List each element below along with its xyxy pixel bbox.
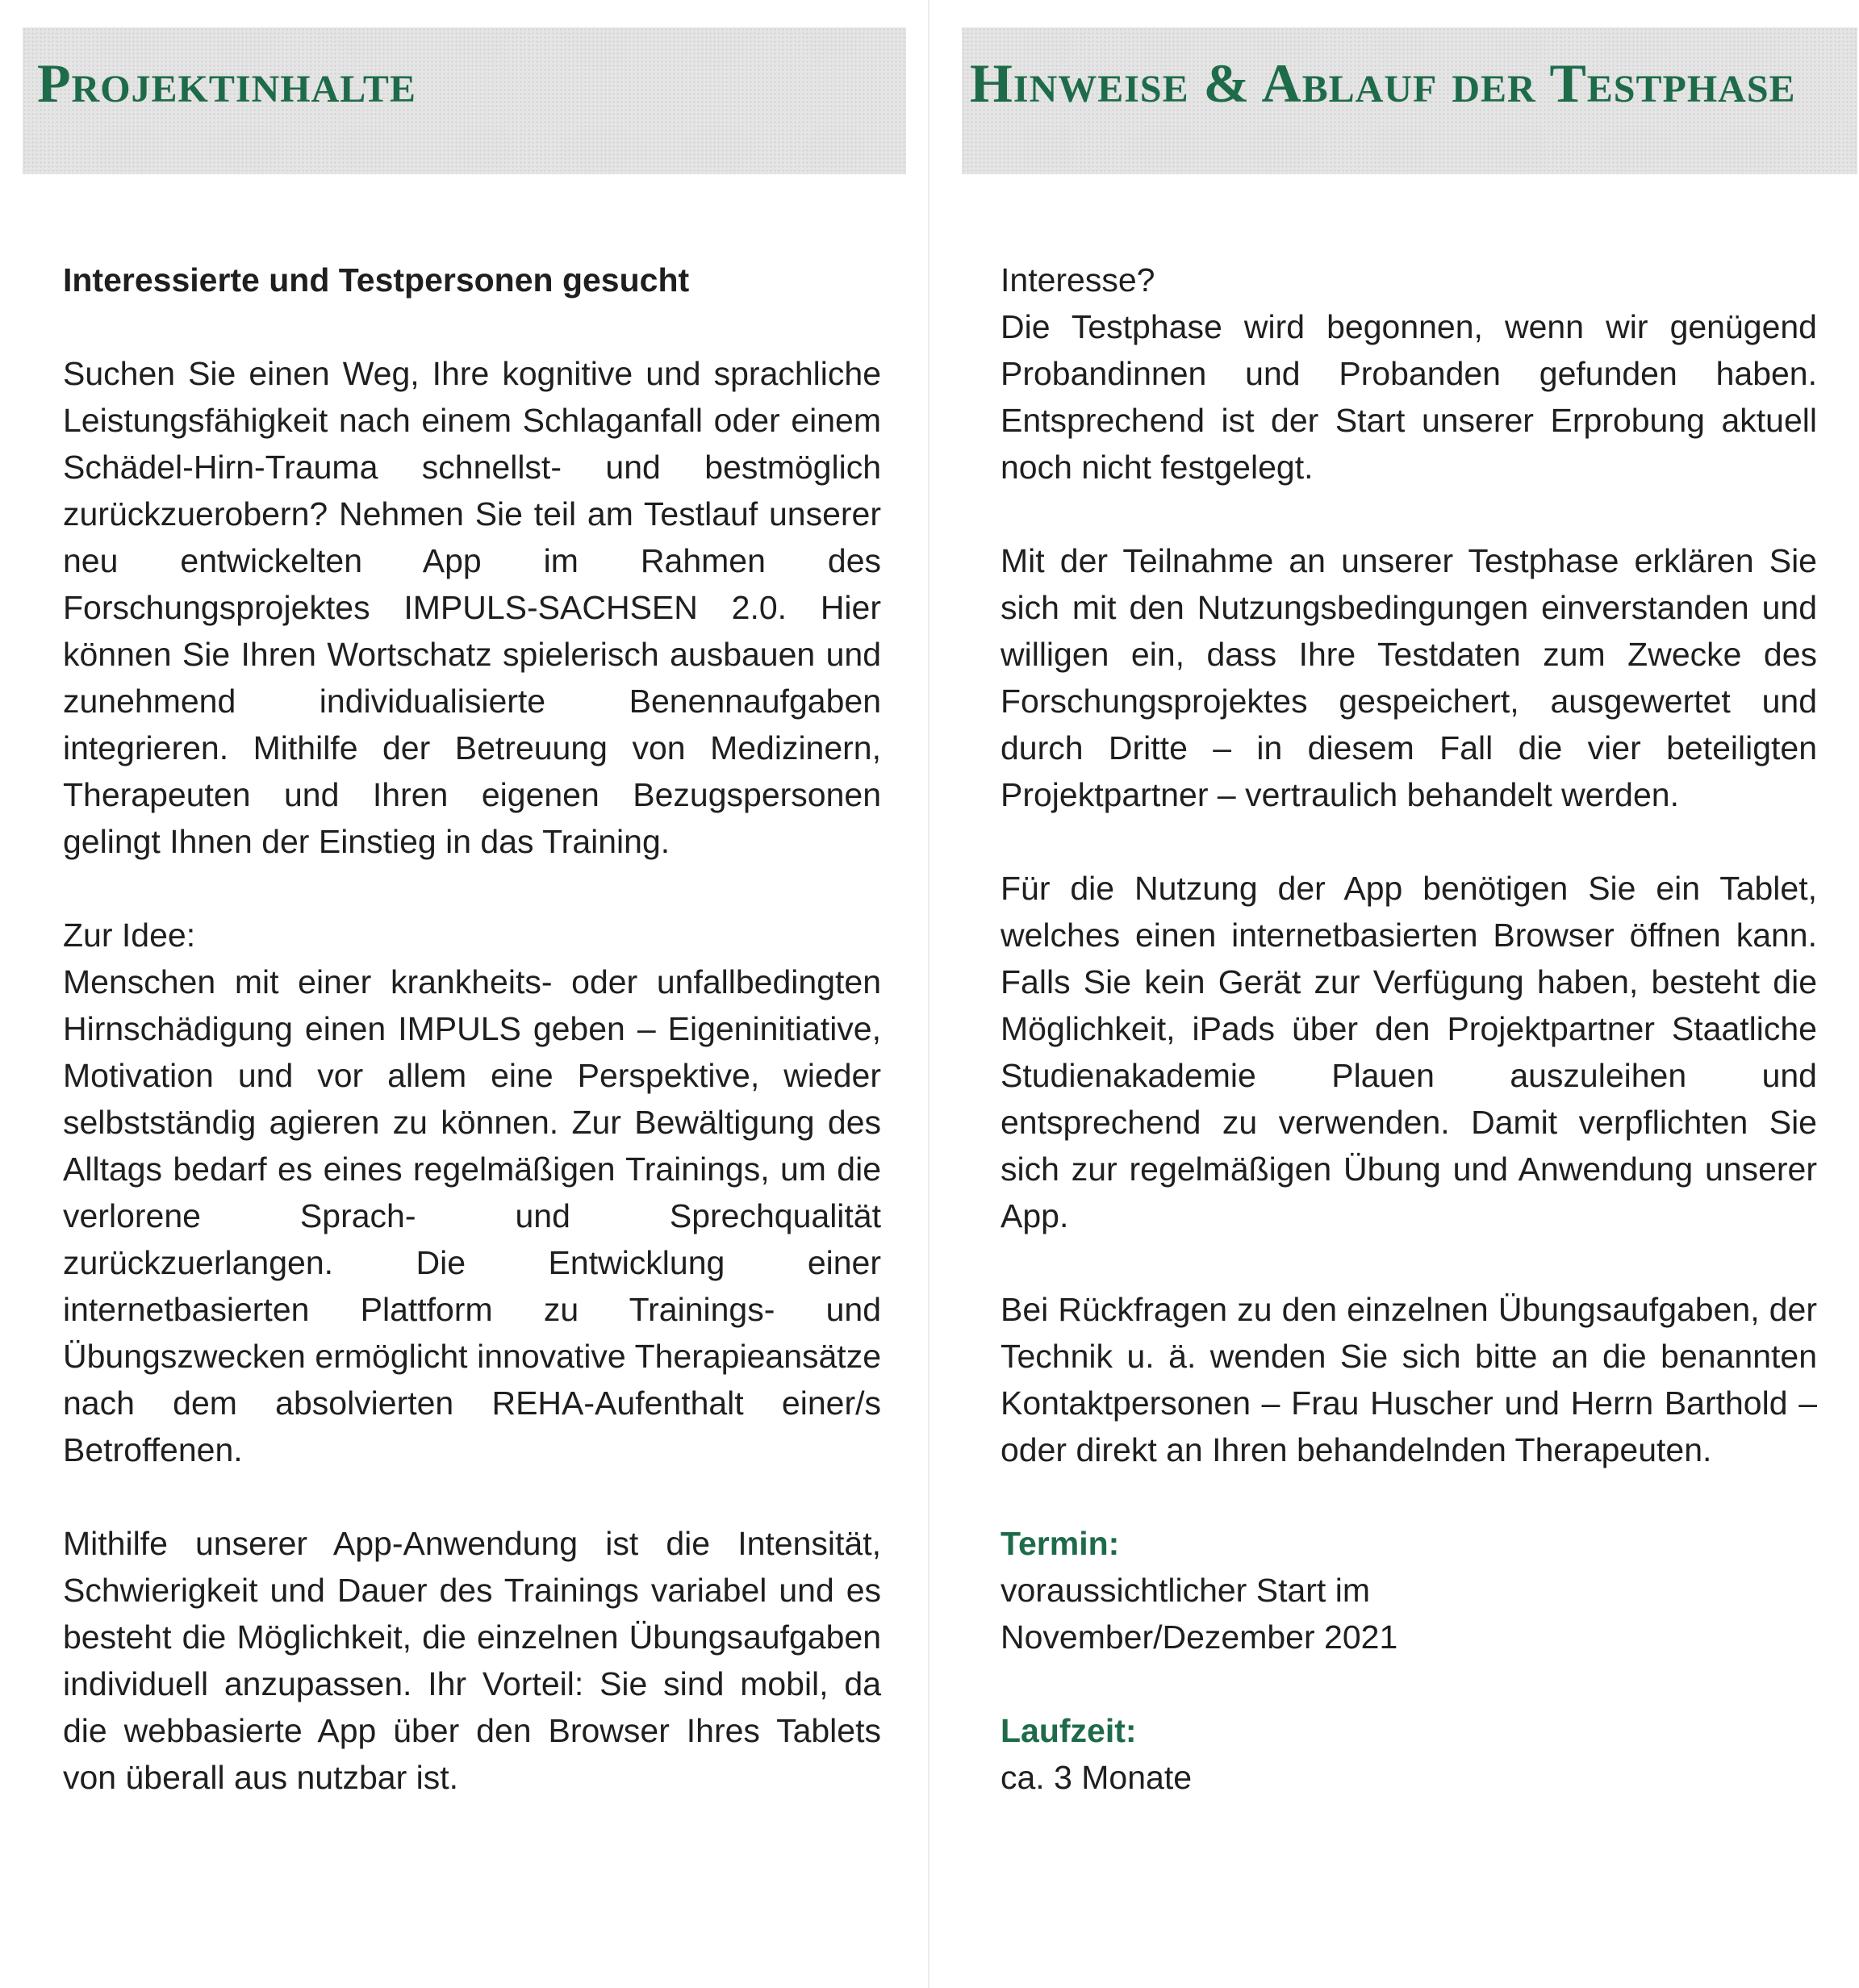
interest-label: Interesse? bbox=[1001, 261, 1155, 299]
idea-label: Zur Idee: bbox=[63, 917, 196, 954]
right-paragraph-3: Für die Nutzung der App benötigen Sie ein Tablet, welches einen internetbasierten Browser öffnen kann. Falls Sie kein Gerät zur Verfügung haben, besteht die Möglichkeit, iPads über den Projektpartner Staatliche Studienakademie Plauen auszuleihen und entsprechend zu verwenden. Damit verpflichten Sie sich zur regelmäßigen Übung und Anwendung unserer App. bbox=[1001, 870, 1817, 1234]
termin-line-2: November/Dezember 2021 bbox=[1001, 1618, 1398, 1656]
right-panel bbox=[930, 0, 1859, 1988]
right-paragraph-4: Bei Rückfragen zu den einzelnen Übungsaufgaben, der Technik u. ä. wenden Sie sich bitte an die benannten Kontaktpersonen – Frau Huscher und Herrn Barthold – oder direkt an Ihren behandelnden Therapeuten. bbox=[1001, 1291, 1817, 1468]
right-paragraph-2: Mit der Teilnahme an unserer Testphase erklären Sie sich mit den Nutzungsbedingungen einverstanden und willigen ein, dass Ihre Testdaten zum Zwecke des Forschungsprojektes gespeichert, ausgewertet und durch Dritte – in diesem Fall die vier beteiligten Projektpartner – vertraulich behandelt werden. bbox=[1001, 542, 1817, 813]
left-paragraph-2: Menschen mit einer krankheits- oder unfallbedingten Hirnschädigung einen IMPULS geben – Eigeninitiative, Motivation und vor allem eine Perspektive, wieder selbstständig agieren zu können. Zur Bewältigung des Alltags bedarf es eines regelmäßigen Trainings, um die verlorene Sprach- und Sprechqualität zurückzuerlangen. Die Entwicklung einer internetbasierten Plattform zu Trainings- und Übungszwecken ermöglicht innovative Therapieansätze nach dem absolvierten REHA-Aufenthalt einer/s Betroffenen. bbox=[63, 963, 881, 1468]
termin-line-1: voraussichtlicher Start im bbox=[1001, 1572, 1370, 1609]
right-content bbox=[1001, 257, 1817, 1801]
laufzeit-value: ca. 3 Monate bbox=[1001, 1759, 1193, 1796]
termin-label: Termin: bbox=[1001, 1525, 1120, 1562]
left-heading: Projektinhalte bbox=[37, 52, 416, 114]
left-subheading: Interessierte und Testpersonen gesucht bbox=[63, 261, 690, 299]
right-heading: Hinweise & Ablauf der Testphase bbox=[970, 52, 1796, 114]
left-paragraph-1: Suchen Sie einen Weg, Ihre kognitive und sprachliche Leistungsfähigkeit nach einem Schlaganfall oder einem Schädel-Hirn-Trauma schnellst- und bestmöglich zurückzuerobern? Nehmen Sie teil am Testlauf unserer neu entwickelten App im Rahmen des Forschungsprojektes IMPULS-SACHSEN 2.0. Hier können Sie Ihren Wortschatz spielerisch ausbauen und zunehmend individualisierte Benennaufgaben integrieren. Mithilfe der Betreuung von Medizinern, Therapeuten und Ihren eigenen Bezugspersonen gelingt Ihnen der Einstieg in das Training. bbox=[63, 355, 881, 860]
left-content bbox=[63, 257, 881, 1801]
right-paragraph-1: Die Testphase wird begonnen, wenn wir genügend Probandinnen und Probanden gefunden haben. Entsprechend ist der Start unserer Erprobung aktuell noch nicht festgelegt. bbox=[1001, 308, 1817, 486]
laufzeit-label: Laufzeit: bbox=[1001, 1712, 1137, 1749]
left-paragraph-3: Mithilfe unserer App-Anwendung ist die Intensität, Schwierigkeit und Dauer des Trainings variabel und es besteht die Möglichkeit, die einzelnen Übungsaufgaben individuell anzupassen. Ihr Vorteil: Sie sind mobil, da die webbasierte App über den Browser Ihres Tablets von überall aus nutzbar ist. bbox=[63, 1525, 881, 1796]
